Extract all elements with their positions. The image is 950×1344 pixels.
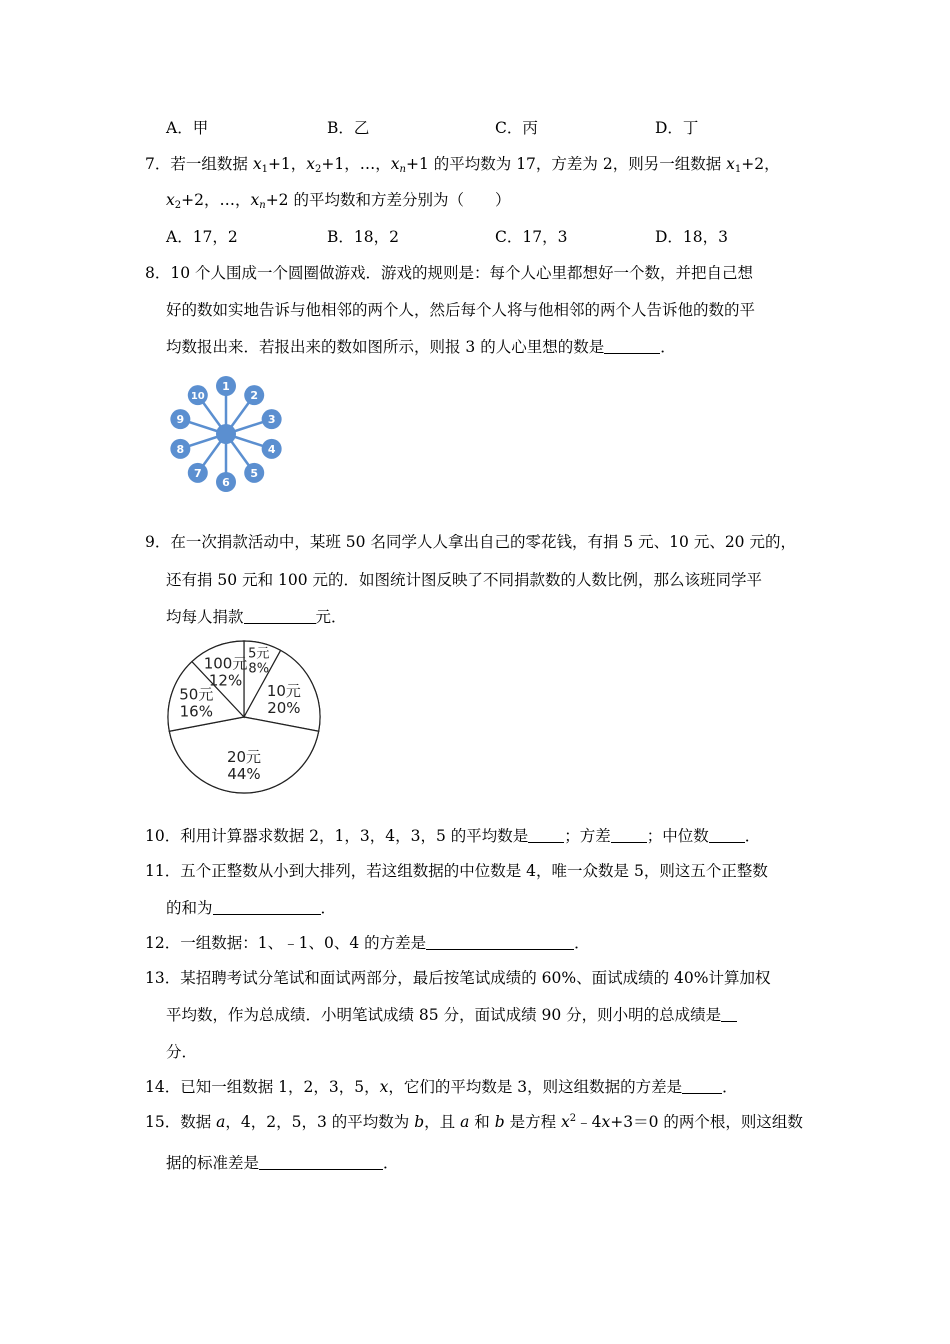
q8-line1: 8．10 个人围成一个圆圈做游戏．游戏的规则是：每个人心里都想好一个数，并把自己想 bbox=[145, 264, 754, 282]
q14-line: 14．已知一组数据 1，2，3，5，x，它们的平均数是 3，则这组数据的方差是 ． bbox=[145, 1078, 738, 1096]
person-label: 5 bbox=[250, 466, 259, 480]
q6-option-c: C．丙 bbox=[495, 119, 538, 137]
pie-category-label: 10元 bbox=[266, 682, 301, 701]
donation-pie-chart bbox=[164, 637, 324, 797]
answer-blank[interactable] bbox=[244, 609, 316, 624]
person-label: 8 bbox=[176, 442, 185, 456]
q7-line2: $x_2+2$，…，$x_n+2$ 的平均数和方差分别为（ ） bbox=[166, 191, 511, 211]
person-label: 1 bbox=[222, 380, 230, 393]
q13-line1: 13．某招聘考试分笔试和面试两部分，最后按笔试成绩的 60%、面试成绩的 40%计算加权 bbox=[145, 969, 771, 987]
q10-line: 10．利用计算器求数据 2，1，3，4，3，5 的平均数是 ；方差 ；中位数 ． bbox=[145, 827, 761, 845]
q7-option-c: C．17，3 bbox=[495, 228, 568, 246]
q7-line1: 7．若一组数据 $x_1+1$，$x_2+1$，…，$x_n+1$ 的平均数为 17，方差为 2，则另一组数据 $x_1+2$， bbox=[145, 155, 780, 175]
q15-line2: 据的标准差是 ． bbox=[166, 1154, 399, 1172]
question-number: 10． bbox=[145, 827, 181, 845]
q9-line2: 还有捐 50 元和 100 元的．如图统计图反映了不同捐款数的人数比例，那么该班同学平 bbox=[166, 571, 763, 589]
answer-blank[interactable] bbox=[604, 339, 660, 354]
q6-option-a: A．甲 bbox=[166, 119, 209, 137]
question-number: 14． bbox=[145, 1078, 181, 1096]
answer-blank[interactable] bbox=[213, 900, 321, 915]
question-number: 12． bbox=[145, 934, 181, 952]
pie-category-label: 20元 bbox=[226, 748, 262, 767]
pie-value-label: 16% bbox=[179, 702, 213, 721]
answer-blank[interactable] bbox=[721, 1007, 737, 1022]
pie-category-label: 50元 bbox=[179, 685, 214, 704]
q13-line3: 分． bbox=[166, 1043, 198, 1061]
q7-option-a: A．17，2 bbox=[166, 228, 238, 246]
person-label: 10 bbox=[190, 391, 205, 403]
q8-line2: 好的数如实地告诉与他相邻的两个人，然后每个人将与他相邻的两个人告诉他的数的平 bbox=[166, 301, 756, 319]
answer-blank[interactable] bbox=[611, 828, 647, 843]
question-number: 7． bbox=[145, 155, 171, 173]
pie-category-label: 5元 bbox=[248, 646, 270, 662]
answer-blank[interactable] bbox=[709, 828, 745, 843]
q8-line3: 均数报出来．若报出来的数如图所示，则报 3 的人心里想的数是 ． bbox=[166, 338, 676, 356]
q13-line2: 平均数，作为总成绩．小明笔试成绩 85 分，面试成绩 90 分，则小明的总成绩是 bbox=[166, 1005, 737, 1025]
pie-category-label: 100元 bbox=[203, 654, 248, 673]
question-number: 13． bbox=[145, 969, 181, 987]
answer-blank[interactable] bbox=[426, 935, 574, 950]
q6-option-b: B．乙 bbox=[327, 119, 370, 137]
person-label: 7 bbox=[193, 466, 202, 480]
q9-line3: 均每人捐款 元． bbox=[166, 608, 347, 626]
question-number: 11． bbox=[145, 862, 181, 880]
circle-figure bbox=[158, 368, 298, 498]
question-number: 15． bbox=[145, 1113, 181, 1131]
q12-line: 12．一组数据：1、﹣1、0、4 的方差是 ． bbox=[145, 934, 590, 952]
person-label: 4 bbox=[267, 442, 276, 456]
question-number: 8． bbox=[145, 264, 171, 282]
q7-option-d: D．18，3 bbox=[655, 228, 729, 246]
person-label: 2 bbox=[250, 389, 259, 403]
question-number: 9． bbox=[145, 533, 171, 551]
q9-line1: 9．在一次捐款活动中，某班 50 名同学人人拿出自己的零花钱，有捐 5 元、10 元、20 元的， bbox=[145, 533, 796, 551]
person-label: 9 bbox=[176, 413, 185, 427]
person-label: 3 bbox=[267, 413, 276, 427]
pie-value-label: 20% bbox=[267, 699, 301, 718]
q7-option-b: B．18，2 bbox=[327, 228, 399, 246]
answer-blank[interactable] bbox=[259, 1155, 383, 1170]
person-label: 6 bbox=[222, 476, 230, 489]
pie-value-label: 12% bbox=[208, 671, 243, 690]
answer-blank[interactable] bbox=[528, 828, 564, 843]
q6-option-d: D．丁 bbox=[655, 119, 699, 137]
q11-line1: 11．五个正整数从小到大排列，若这组数据的中位数是 4，唯一众数是 5，则这五个正整数 bbox=[145, 862, 768, 880]
pie-value-label: 44% bbox=[227, 765, 261, 784]
pie-value-label: 8% bbox=[248, 661, 270, 677]
answer-blank[interactable] bbox=[682, 1079, 722, 1094]
q15-line1: 15．数据 a，4，2，5，3 的平均数为 b，且 a 和 b 是方程 $x^2﹣4x+3=0$ 的两个根，则这组数 bbox=[145, 1113, 803, 1131]
center-hub bbox=[216, 424, 236, 444]
q11-line2: 的和为 ． bbox=[166, 899, 337, 917]
